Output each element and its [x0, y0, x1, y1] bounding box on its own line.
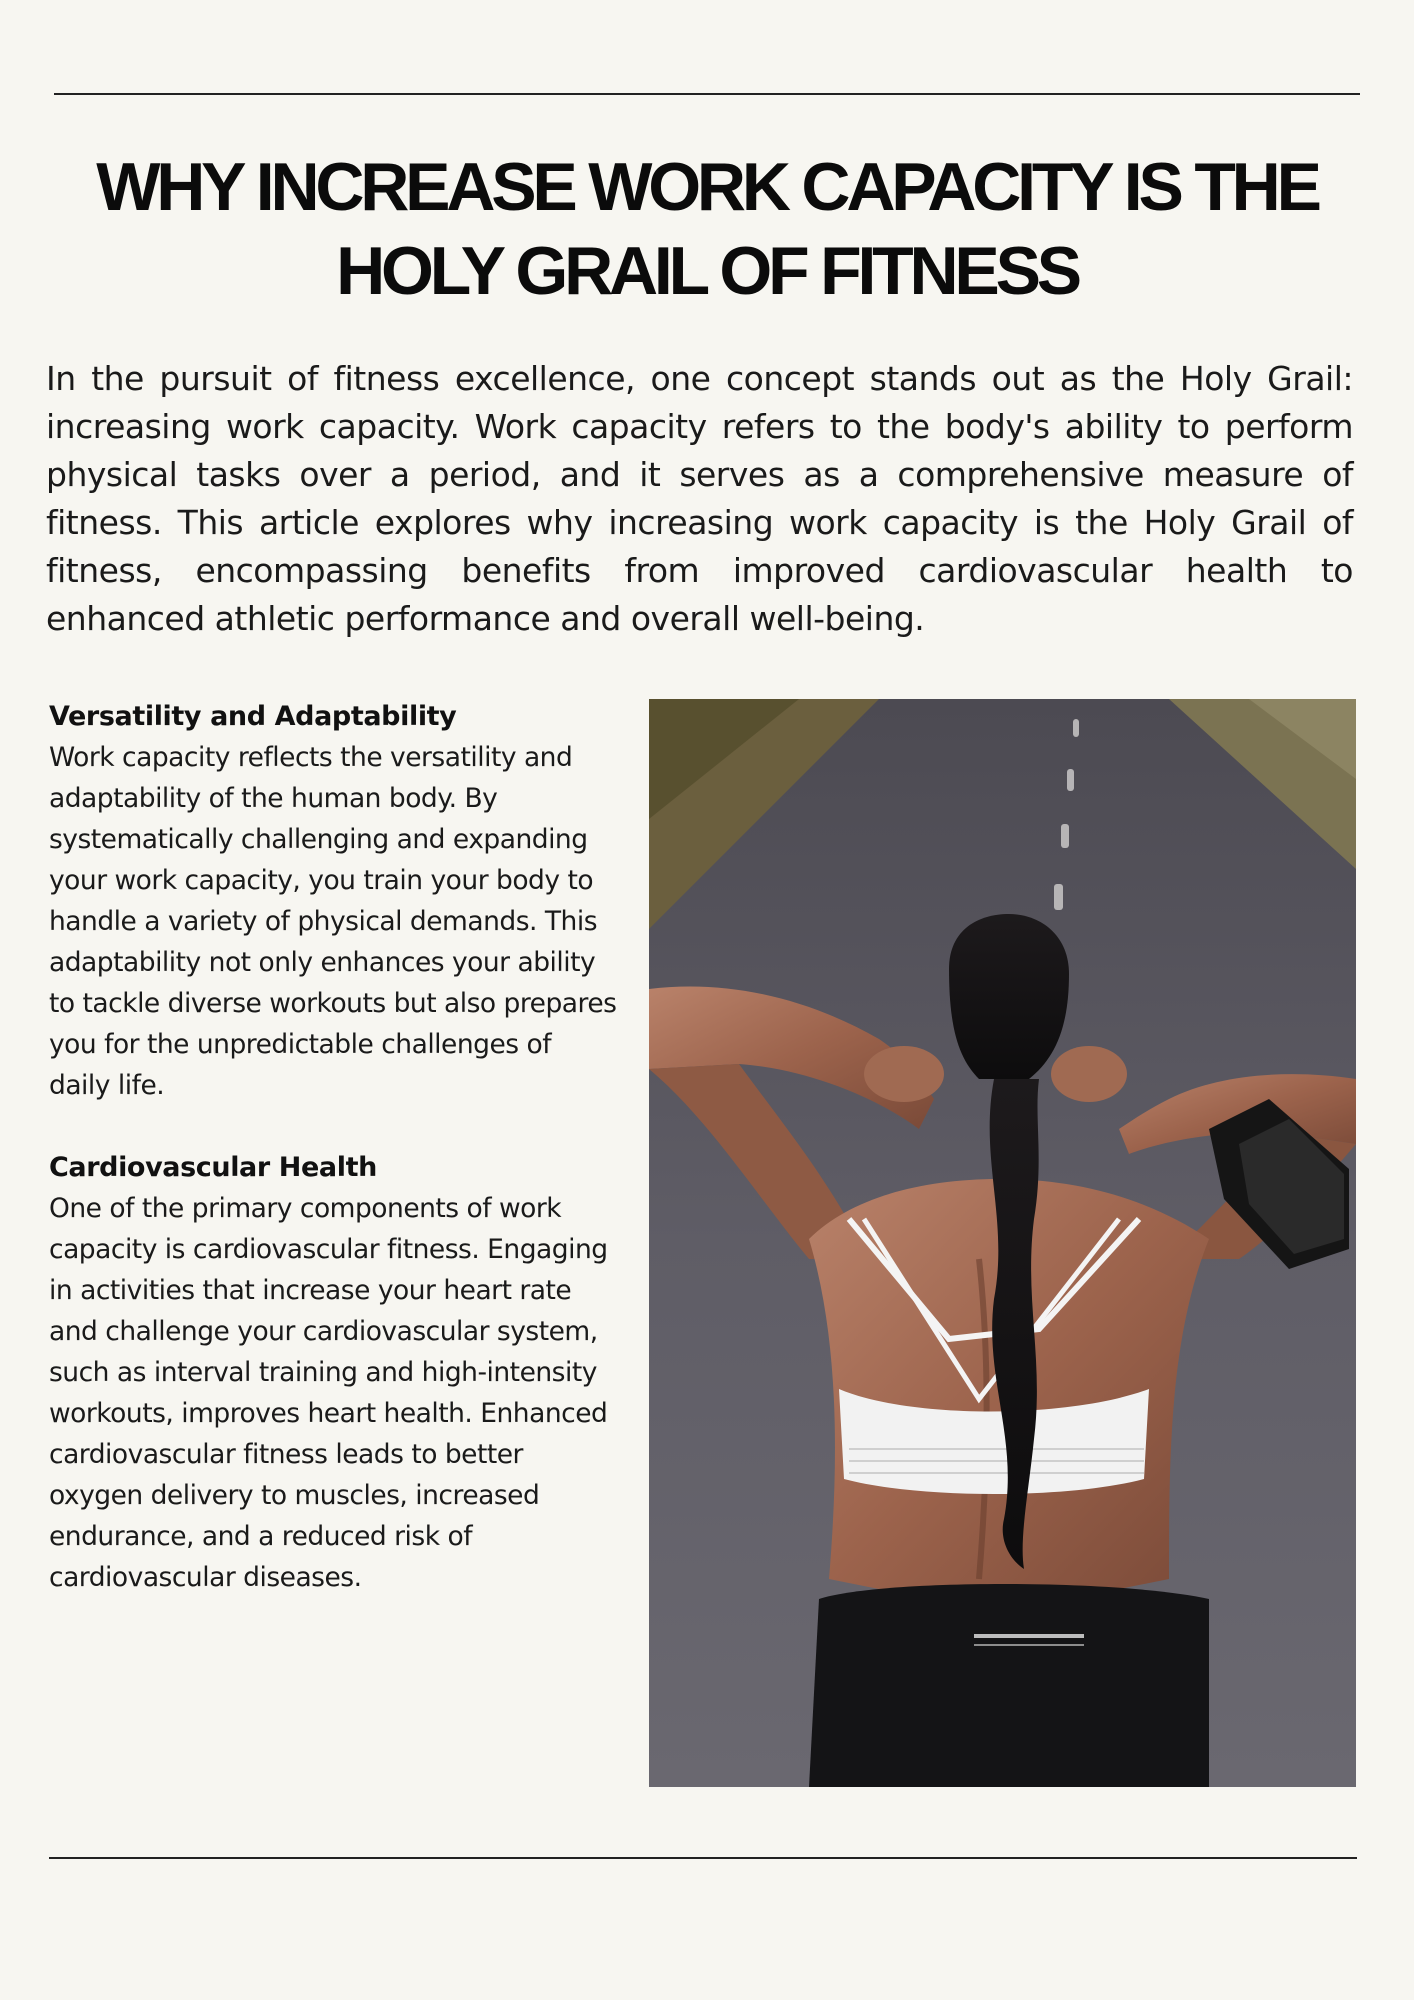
- intro-paragraph: In the pursuit of fitness excellence, one concept stands out as the Holy Grail: increasing work capacity. Work capacity refers to the body's ability to perform physical tasks over a period, and it serves as a comprehensive measure of fitness. This article explores why increasing work capacity is the Holy Grail of fitness, encompassing benefits from improved cardiovascular health to enhanced athletic performance and overall well-being.: [46, 359, 1353, 638]
- article-sections: [49, 696, 619, 1598]
- section-body: Work capacity reflects the versatility and adaptability of the human body. By systematically challenging and expanding your work capacity, you train your body to handle a variety of physical demands. This adaptability not only enhances your ability to tackle diverse workouts but also prepares you for the unpredictable challenges of daily life.: [49, 742, 617, 1101]
- top-divider: [54, 93, 1360, 95]
- article-title: WHY INCREASE WORK CAPACITY IS THE HOLY GRAIL OF FITNESS: [96, 149, 1318, 309]
- bottom-divider: [49, 1857, 1357, 1859]
- section-body: One of the primary components of work capacity is cardiovascular fitness. Engaging in activities that increase your heart rate and challenge your cardiovascular system, such as interval training and high-intensity workouts, improves heart health. Enhanced cardiovascular fitness leads to better oxygen delivery to muscles, increased endurance, and a reduced risk of cardiovascular diseases.: [49, 1193, 608, 1593]
- section-cardiovascular: [49, 1147, 619, 1598]
- runner-photo: [649, 699, 1356, 1787]
- section-versatility: [49, 696, 619, 1106]
- section-heading: Versatility and Adaptability: [49, 701, 457, 732]
- runner-photo-illustration: [649, 699, 1356, 1787]
- section-heading: Cardiovascular Health: [49, 1152, 377, 1183]
